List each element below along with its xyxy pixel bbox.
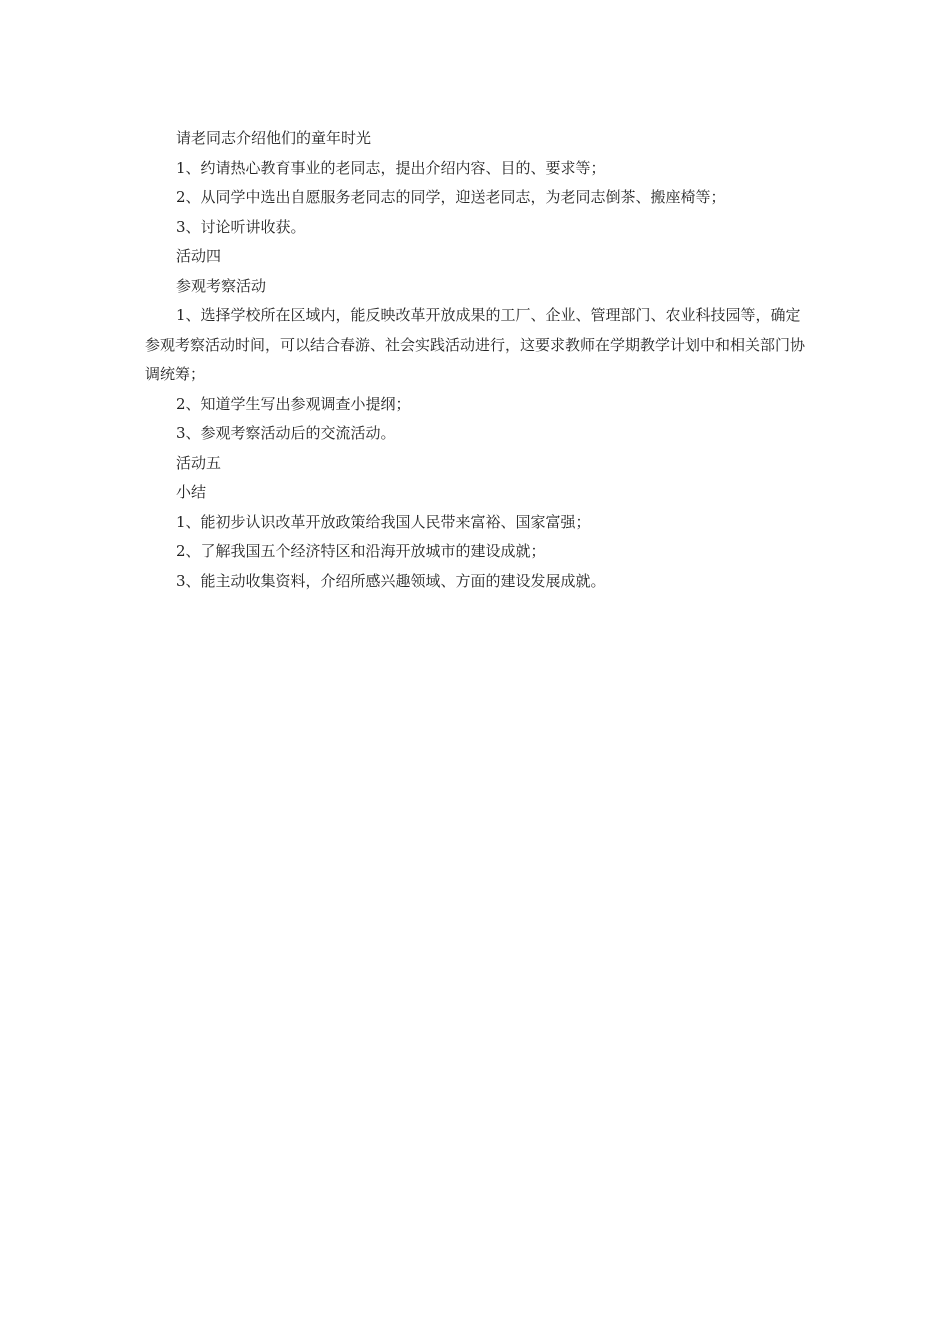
heading-activity-5: 活动五	[176, 453, 222, 472]
paragraph-step-1: 1、约请热心教育事业的老同志，提出介绍内容、目的、要求等；	[176, 158, 606, 177]
paragraph-summary-2: 2、了解我国五个经济特区和沿海开放城市的建设成就；	[176, 542, 546, 560]
paragraph-visit-step-3: 3、参观考察活动后的交流活动。	[176, 424, 396, 442]
paragraph-visit-step-2: 2、知道学生写出参观调查小提纲；	[176, 394, 411, 413]
paragraph-visit-step-1: 1、选择学校所在区域内，能反映改革开放成果的工厂、企业、管理部门、农业科技园等，确定参观考察活动时间，可以结合春游、社会实践活动进行，这要求教师在学期教学计划中和相关部门协调统筹；	[145, 306, 806, 383]
paragraph-summary-3: 3、能主动收集资料，介绍所感兴趣领域、方面的建设发展成就。	[176, 571, 606, 590]
paragraph-title-visit: 参观考察活动	[176, 276, 267, 295]
paragraph-title-elders: 请老同志介绍他们的童年时光	[176, 129, 372, 147]
paragraph-step-3: 3、讨论听讲收获。	[176, 217, 306, 236]
heading-activity-4: 活动四	[176, 247, 222, 265]
paragraph-step-2: 2、从同学中选出自愿服务老同志的同学，迎送老同志，为老同志倒茶、搬座椅等；	[176, 188, 726, 206]
paragraph-summary-1: 1、能初步认识改革开放政策给我国人民带来富裕、国家富强；	[176, 512, 591, 531]
heading-summary: 小结	[176, 483, 207, 501]
document-body	[145, 124, 810, 596]
